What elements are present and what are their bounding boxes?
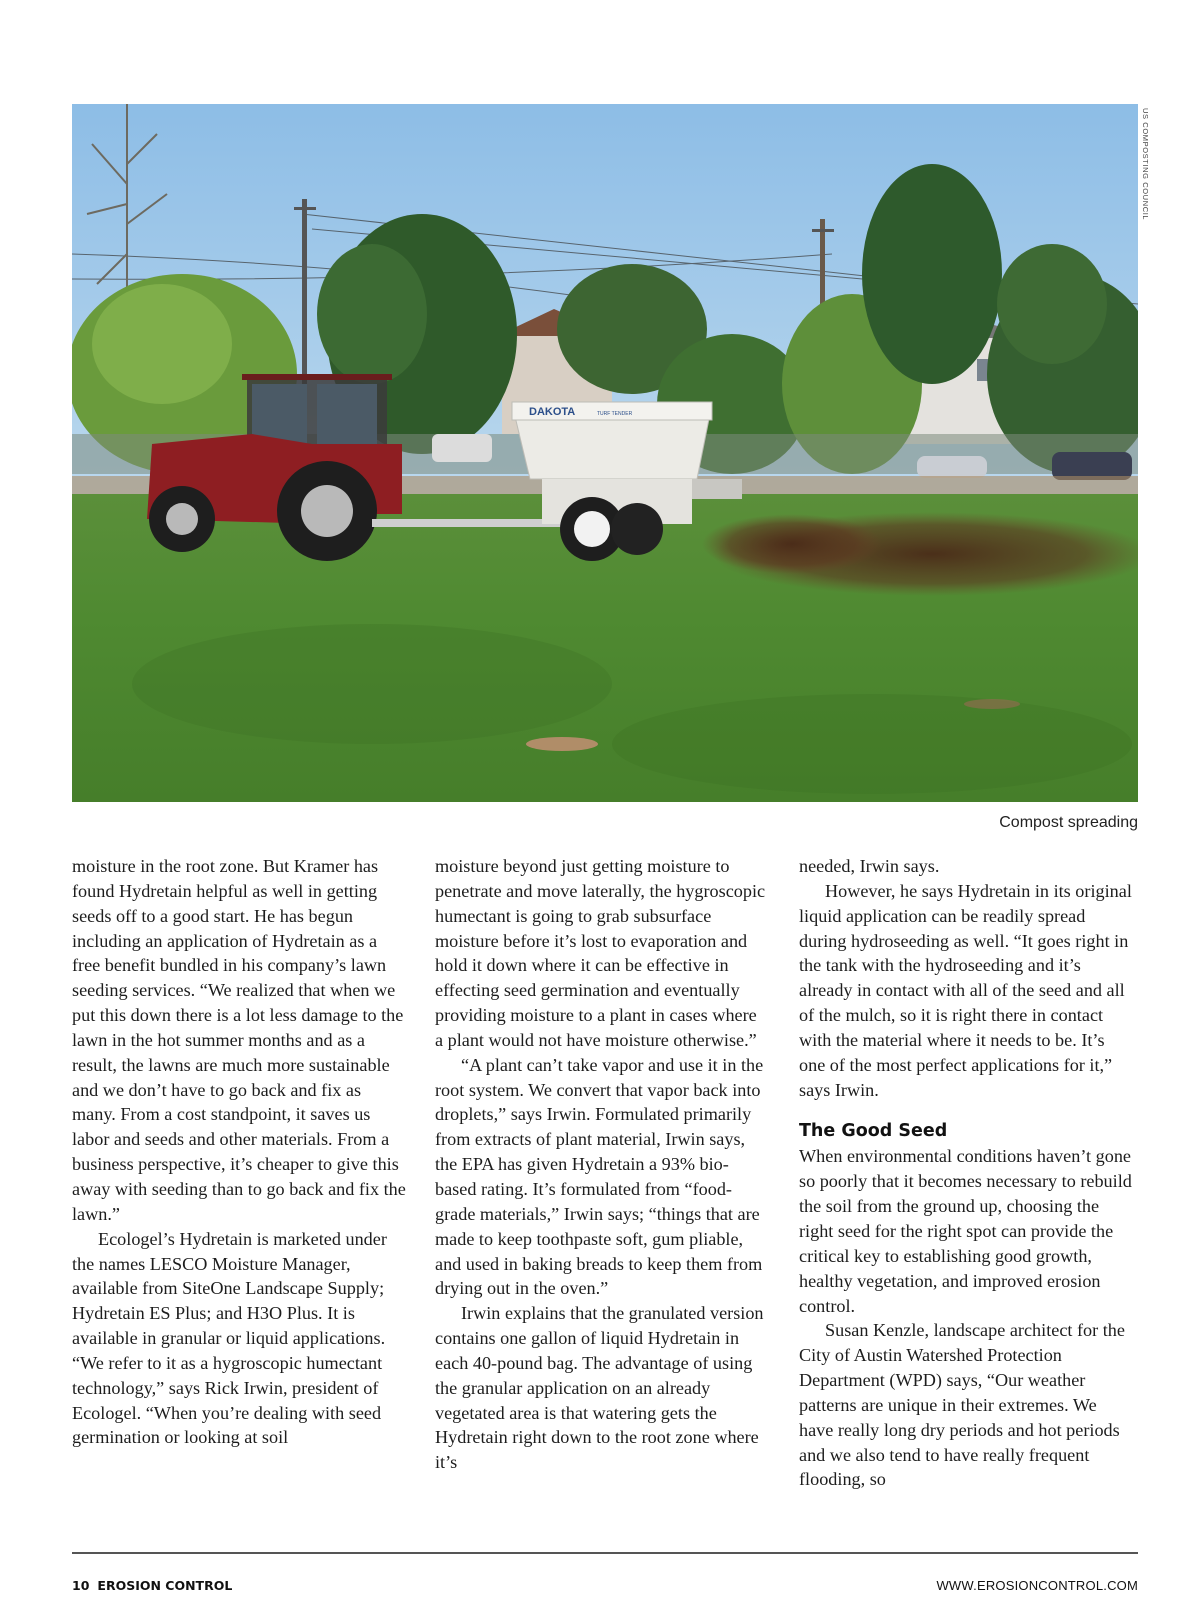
photo-credit: US COMPOSTING COUNCIL bbox=[1141, 108, 1150, 221]
paragraph: needed, Irwin says. bbox=[799, 856, 940, 876]
spreader-sublabel: TURF TENDER bbox=[597, 411, 633, 417]
paragraph: moisture in the root zone. But Kramer has found Hydretain helpful as well in getting seeds off to a good start. He has begun including an application of Hydretain as a free benefit bundled in his company’s lawn seeding services. “We realized that when we put this down there is a lot less damage to the lawn in the hot summer months and as a result, the lawns are much more sustainable and we don’t have to go back and fix as many. From a cost standpoint, it saves us labor and seeds and other materials. From a business perspective, it’s cheaper to give this away with seeding than to go back and fix the lawn.” bbox=[72, 856, 406, 1224]
photo-caption: Compost spreading bbox=[999, 814, 1138, 831]
footer-folio bbox=[72, 1578, 232, 1593]
footer-rule bbox=[72, 1552, 1138, 1554]
publication-name: EROSION CONTROL bbox=[97, 1578, 233, 1593]
paragraph: Susan Kenzle, landscape architect for the City of Austin Watershed Protection Department (WPD) says, “Our weather patterns are unique in their extremes. We have really long dry periods and hot periods and we also tend to have really frequent flooding, so bbox=[799, 1320, 1125, 1490]
compost-spreading-photo bbox=[72, 104, 1138, 802]
paragraph: moisture beyond just getting moisture to penetrate and move laterally, the hygroscopic humectant is going to grab subsurface moisture before it’s lost to evaporation and hold it down where it can be effective in effecting seed germination and eventually providing moisture to a plant in cases where a plant would not have moisture otherwise.” bbox=[435, 856, 766, 1050]
paragraph: When environmental conditions haven’t gone so poorly that it becomes necessary to rebuild the soil from the ground up, choosing the right seed for the right spot can provide the critical key to establishing good growth, healthy vegetation, and improved erosion control. bbox=[799, 1146, 1132, 1316]
paragraph: However, he says Hydretain in its original liquid application can be readily spread during hydroseeding as well. “It goes right in the tank with the hydroseeding and it’s already in contact with all of the seed and all of the mulch, so it is right there in contact with the material where it needs to be. It’s one of the most perfect applications for it,” says Irwin. bbox=[799, 880, 1132, 1100]
spreader-label: DAKOTA bbox=[529, 406, 576, 418]
text-column-1 bbox=[72, 854, 406, 1450]
page-number: 10 bbox=[72, 1578, 90, 1593]
paragraph: Ecologel’s Hydretain is marketed under the names LESCO Moisture Manager, available from SiteOne Landscape Supply; Hydretain ES Plus; and H3O Plus. It is available in granular or liquid applications. “We refer to it as a hygroscopic humectant technology,” says Rick Irwin, president of Ecologel. “When you’re dealing with seed germination or looking at soil bbox=[72, 1228, 387, 1448]
text-column-2 bbox=[435, 854, 769, 1475]
section-heading: The Good Seed bbox=[799, 1121, 948, 1142]
website-url[interactable]: WWW.EROSIONCONTROL.COM bbox=[936, 1578, 1138, 1593]
paragraph: “A plant can’t take vapor and use it in the root system. We convert that vapor back into droplets,” says Irwin. Formulated primarily from extracts of plant material, Irwin says, the EPA has given Hydretain a 93% bio-based rating. It’s formulated from “food-grade materials,” Irwin says; “things that are made to keep toothpaste soft, gum pliable, and used in baking breads to keep them from drying out in the oven.” bbox=[435, 1054, 764, 1299]
text-column-3 bbox=[799, 854, 1133, 1492]
paragraph: Irwin explains that the granulated version contains one gallon of liquid Hydretain in each 40-pound bag. The advantage of using the granular application on an already vegetated area is that watering gets the Hydretain right down to the root zone where it’s bbox=[435, 1303, 764, 1473]
